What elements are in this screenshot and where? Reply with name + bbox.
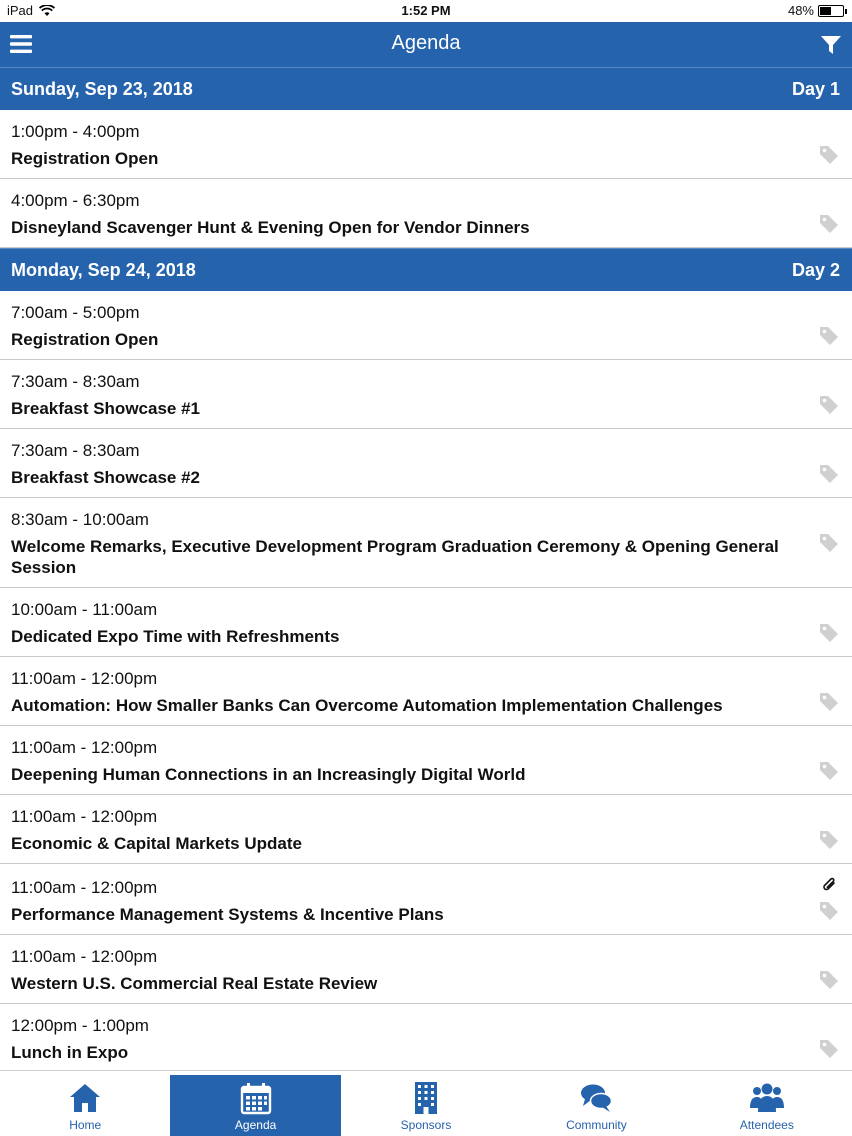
tab-attendees-label: Attendees	[739, 1118, 794, 1132]
agenda-session[interactable]	[0, 795, 852, 864]
tab-community-label: Community	[566, 1118, 627, 1132]
tab-attendees[interactable]	[682, 1071, 852, 1136]
day-header	[0, 67, 852, 110]
tag-icon[interactable]	[818, 691, 840, 713]
tag-icon[interactable]	[818, 1038, 840, 1060]
session-title: Performance Management Systems & Incentive Plans	[11, 905, 444, 924]
people-icon	[750, 1081, 784, 1115]
agenda-session[interactable]	[0, 588, 852, 657]
status-bar	[0, 0, 852, 22]
session-title: Disneyland Scavenger Hunt & Evening Open for Vendor Dinners	[11, 218, 530, 237]
session-time: 7:30am - 8:30am	[11, 372, 140, 391]
session-time: 11:00am - 12:00pm	[11, 878, 158, 897]
agenda-session[interactable]	[0, 110, 852, 179]
tag-icon[interactable]	[818, 969, 840, 991]
tag-icon[interactable]	[818, 213, 840, 235]
building-icon	[409, 1081, 443, 1115]
session-time: 11:00am - 12:00pm	[11, 738, 158, 757]
home-icon	[68, 1081, 102, 1115]
status-time: 1:52 PM	[401, 3, 451, 18]
tab-agenda[interactable]	[170, 1075, 340, 1136]
tag-icon[interactable]	[818, 394, 840, 416]
session-time: 7:30am - 8:30am	[11, 441, 140, 460]
day-label: Day 1	[791, 78, 840, 99]
session-time: 8:30am - 10:00am	[11, 510, 149, 529]
tab-home-label: Home	[69, 1118, 102, 1132]
day-header	[0, 248, 852, 291]
day-date: Monday, Sep 24, 2018	[11, 259, 196, 280]
session-time: 1:00pm - 4:00pm	[11, 122, 140, 141]
tag-icon[interactable]	[818, 900, 840, 922]
tag-icon[interactable]	[818, 325, 840, 347]
session-title: Welcome Remarks, Executive Development Program Graduation Ceremony & Opening General Session	[11, 537, 779, 577]
session-time: 11:00am - 12:00pm	[11, 807, 158, 826]
tag-icon[interactable]	[818, 760, 840, 782]
session-title: Registration Open	[11, 330, 159, 349]
session-title: Automation: How Smaller Banks Can Overcome Automation Implementation Challenges	[11, 696, 723, 715]
navbar	[0, 22, 852, 67]
filter-icon[interactable]	[820, 34, 842, 56]
agenda-session[interactable]	[0, 179, 852, 248]
battery-percent: 48%	[787, 3, 814, 18]
tag-icon[interactable]	[818, 532, 840, 554]
tag-icon[interactable]	[818, 463, 840, 485]
session-title: Breakfast Showcase #2	[11, 468, 200, 487]
tab-home[interactable]	[0, 1071, 170, 1136]
session-time: 11:00am - 12:00pm	[11, 669, 158, 688]
day-label: Day 2	[791, 259, 840, 280]
session-time: 10:00am - 11:00am	[11, 600, 158, 619]
session-title: Dedicated Expo Time with Refreshments	[11, 627, 340, 646]
tag-icon[interactable]	[818, 144, 840, 166]
tab-sponsors-label: Sponsors	[400, 1118, 452, 1132]
calendar-icon	[239, 1081, 273, 1115]
tab-community[interactable]	[511, 1071, 681, 1136]
session-time: 12:00pm - 1:00pm	[11, 1016, 149, 1035]
chat-bubbles-icon	[579, 1081, 613, 1115]
agenda-session[interactable]	[0, 935, 852, 1004]
agenda-session[interactable]	[0, 360, 852, 429]
session-time: 4:00pm - 6:30pm	[11, 191, 140, 210]
agenda-session[interactable]	[0, 726, 852, 795]
agenda-session[interactable]	[0, 1004, 852, 1070]
session-time: 7:00am - 5:00pm	[11, 303, 140, 322]
session-title: Lunch in Expo	[11, 1043, 129, 1062]
tag-icon[interactable]	[818, 829, 840, 851]
paperclip-icon[interactable]	[820, 875, 840, 895]
agenda-session[interactable]	[0, 291, 852, 360]
tab-bar	[0, 1070, 852, 1136]
agenda-list[interactable]	[0, 67, 852, 1070]
agenda-session[interactable]	[0, 429, 852, 498]
tag-icon[interactable]	[818, 622, 840, 644]
agenda-session[interactable]	[0, 498, 852, 588]
battery-icon	[818, 5, 844, 17]
session-title: Economic & Capital Markets Update	[11, 834, 302, 853]
session-title: Deepening Human Connections in an Increasingly Digital World	[11, 765, 526, 784]
session-title: Breakfast Showcase #1	[11, 399, 200, 418]
agenda-session[interactable]	[0, 657, 852, 726]
page-title: Agenda	[391, 32, 461, 54]
agenda-session[interactable]	[0, 864, 852, 935]
device-label: iPad	[7, 3, 34, 18]
session-title: Registration Open	[11, 149, 159, 168]
session-title: Western U.S. Commercial Real Estate Review	[11, 974, 378, 993]
day-date: Sunday, Sep 23, 2018	[11, 78, 193, 99]
tab-sponsors[interactable]	[341, 1071, 511, 1136]
session-time: 11:00am - 12:00pm	[11, 947, 158, 966]
tab-agenda-label: Agenda	[234, 1118, 277, 1132]
